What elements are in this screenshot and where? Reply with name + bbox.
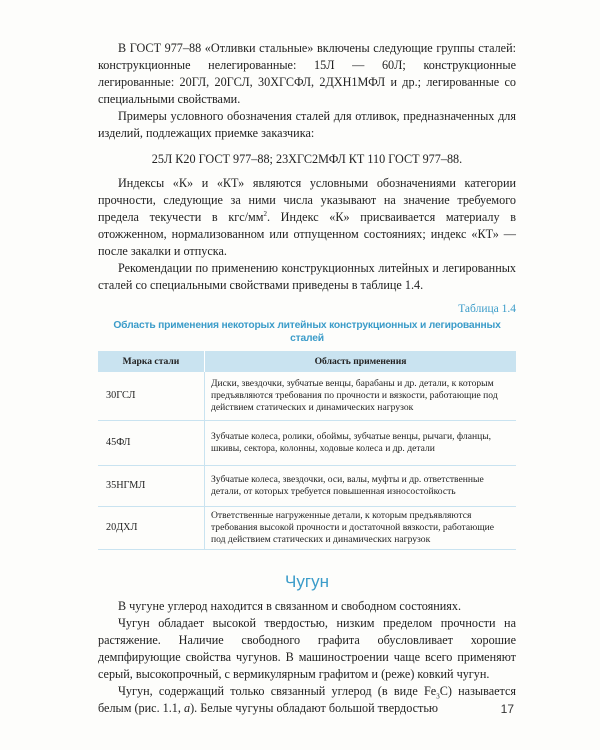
grade-cell: 35НГМЛ — [98, 466, 205, 507]
grade-cell: 45ФЛ — [98, 421, 205, 466]
intro-paragraph-3 — [98, 175, 516, 260]
section-body — [98, 598, 516, 717]
table-row — [98, 372, 516, 421]
intro-paragraph-3-start: Индексы «К» и «КТ» являются условными обозначениями категории прочности, следующие за ними числа указывают на значение требуемого предела текучести в кгс/мм — [98, 176, 516, 224]
header-grade: Марка стали — [98, 351, 205, 372]
table-caption: Таблица 1.4 — [458, 303, 516, 315]
section-paragraph-3-start: Чугун, содержащий только связанный углерод (в виде Fe — [118, 684, 437, 698]
figure-letter: а — [184, 701, 191, 715]
grade-cell: 20ДХЛ — [98, 507, 205, 550]
intro-paragraph-1: В ГОСТ 977–88 «Отливки стальные» включены следующие группы сталей: конструкционные нелегированные: 15Л — 60Л; конструкционные легированные: 20ГЛ, 20ГСЛ, 30ХГСФЛ, 2ДХН1МФЛ и др.; легированные со специальными свойствами. — [98, 41, 516, 106]
use-cell: Диски, звездочки, зубчатые венцы, барабаны и др. детали, к которым предъявляются требования по прочности и вязкости, работающие под действием статических и динамических нагрузок — [205, 372, 517, 421]
section-paragraph-1: В чугуне углерод находится в связанном и свободном состояниях. — [118, 599, 462, 613]
use-cell: Зубчатые колеса, звездочки, оси, валы, муфты и др. ответственные детали, от которых требуется повышенная износостойкость — [205, 466, 517, 507]
table-row — [98, 466, 516, 507]
intro-paragraph-3-end: . Индекс «К» присваивается материалу в отожженном, нормализованном или отпущенном состояниях; индекс «КТ» — после закалки и отпуска. — [98, 210, 516, 258]
superscript: 2 — [263, 209, 267, 218]
section-paragraph-2: Чугун обладает высокой твердостью, низким пределом прочности на растяжение. Наличие свободного графита обусловливает хорошие демпфирующие свойства чугунов. В машиностроении чаще всего применяют серый, высокопрочный, с вермикулярным графитом и (реже) ковкий чугун. — [98, 616, 516, 681]
table-header-row — [98, 351, 516, 372]
use-cell: Зубчатые колеса, ролики, обоймы, зубчатые венцы, рычаги, фланцы, шкивы, сектора, колонны, ходовые колеса и др. детали — [205, 421, 517, 466]
page-content — [98, 40, 516, 717]
section-paragraph-3 — [98, 683, 516, 717]
table-row — [98, 507, 516, 550]
section-heading: Чугун — [285, 572, 329, 591]
use-cell: Ответственные нагруженные детали, к которым предъявляются требования высокой прочности и достаточной вязкости, работающие под действием статических и динамических нагрузок — [205, 507, 517, 550]
designation-example: 25Л К20 ГОСТ 977–88; 23ХГС2МФЛ КТ 110 ГОСТ 977–88. — [151, 152, 463, 166]
steel-grades-table — [98, 351, 516, 550]
subscript: 3 — [436, 692, 440, 701]
intro-paragraph-4: Рекомендации по применению конструкционных литейных и легированных сталей со специальными свойствами приведены в таблице 1.4. — [98, 261, 516, 292]
intro-paragraph-2: Примеры условного обозначения сталей для отливок, предназначенных для изделий, подлежащих приемке заказчика: — [98, 109, 516, 140]
page-number: 17 — [500, 702, 514, 716]
grade-cell: 30ГСЛ — [98, 372, 205, 421]
section-paragraph-3-mid: C) называется белым (рис. 1.1, — [98, 684, 517, 715]
section-paragraph-3-end: ). Белые чугуны обладают большой твердостью — [190, 701, 439, 715]
table-title: Область применения некоторых литейных конструкционных и легированных сталей — [113, 320, 501, 344]
header-use: Область применения — [205, 351, 517, 372]
table-row — [98, 421, 516, 466]
